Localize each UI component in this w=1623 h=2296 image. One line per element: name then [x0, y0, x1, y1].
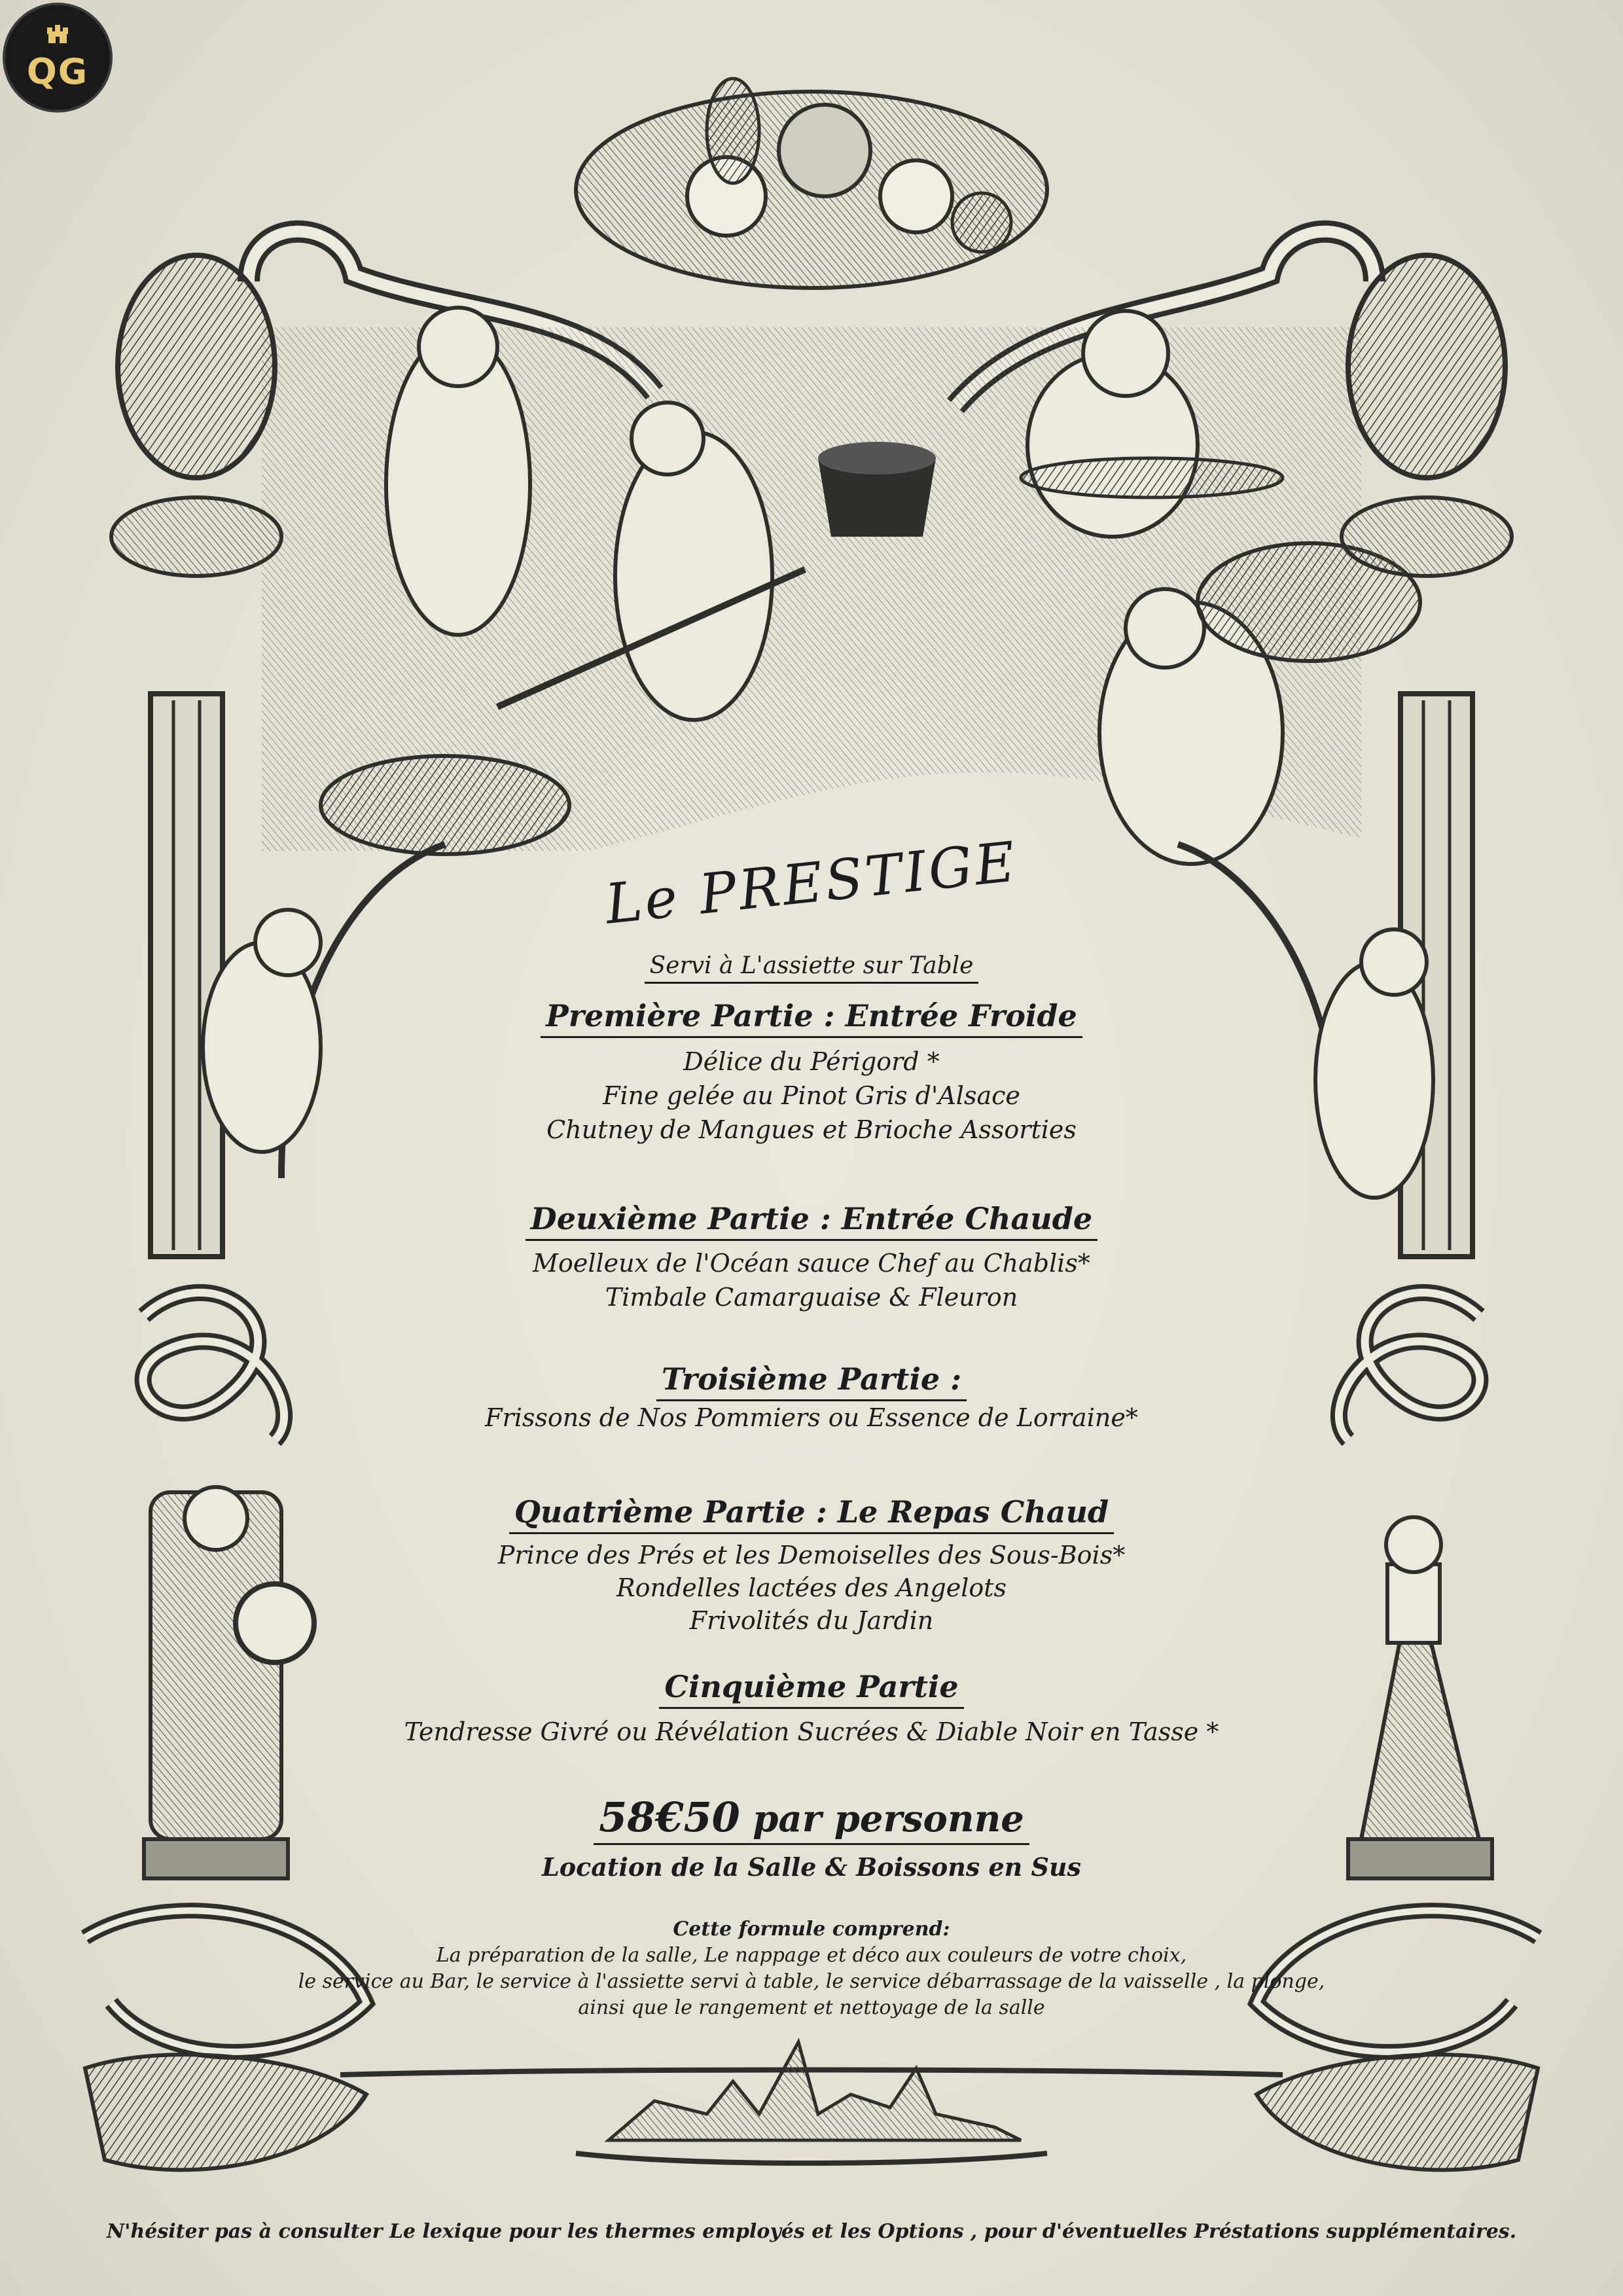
left-satyr-head [111, 255, 281, 576]
section-4-item: Prince des Prés et les Demoiselles des Sous-Bois* [497, 1541, 1126, 1570]
fruit-garland-ornament [576, 79, 1047, 288]
section-4-heading [0, 1494, 1623, 1530]
left-acanthus-ornament [85, 2054, 366, 2170]
section-4-item: Frivolités du Jardin [689, 1606, 934, 1635]
section-1-heading [0, 998, 1623, 1033]
section-4-heading-text: Quatrième Partie : Le Repas Chaud [509, 1494, 1114, 1534]
section-5-item: Tendresse Givré ou Révélation Sucrées & Diable Noir en Tasse * [404, 1717, 1219, 1746]
menu-subtitle-text: Servi à L'assiette sur Table [645, 952, 979, 984]
formule-intro: Cette formule comprend: [673, 1918, 950, 1941]
section-5-heading-text: Cinquième Partie [659, 1669, 963, 1709]
right-satyr-head [1342, 255, 1512, 576]
section-2-item: Timbale Camarguaise & Fleuron [605, 1283, 1018, 1312]
price-amount: 58€50 [599, 1793, 740, 1841]
price-label: par personne [753, 1797, 1024, 1840]
section-1-item: Fine gelée au Pinot Gris d'Alsace [603, 1081, 1020, 1110]
right-acanthus-ornament [1257, 2054, 1538, 2170]
menu-title: Le PRESTIGE [602, 829, 1021, 937]
section-3-heading-text: Troisième Partie : [656, 1361, 967, 1401]
price-underline [594, 1793, 1029, 1845]
logo-text: QG [26, 51, 89, 92]
section-4-item: Rondelles lactées des Angelots [616, 1573, 1007, 1602]
section-2-item: Moelleux de l'Océan sauce Chef au Chablis* [533, 1249, 1090, 1278]
section-1-item: Chutney de Mangues et Brioche Assorties [546, 1115, 1077, 1144]
cooks-scene-center [262, 308, 1420, 864]
location-note: Location de la Salle & Boissons en Sus [542, 1852, 1081, 1882]
section-2-heading [0, 1201, 1623, 1236]
price [0, 1793, 1623, 1841]
section-1-item: Délice du Périgord * [683, 1047, 940, 1076]
footer-note: N'hésiter pas à consulter Le lexique pour les thermes employés et les Options , pour d'éventuelles Préstations supplémentaires. [106, 2220, 1517, 2243]
menu-subtitle [0, 952, 1623, 979]
section-3-item: Frissons de Nos Pommiers ou Essence de Lorraine* [485, 1403, 1138, 1432]
section-1-heading-text: Première Partie : Entrée Froide [541, 998, 1082, 1038]
formule-line: le service au Bar, le service à l'assiette servi à table, le service débarrassage de la vaisselle , la plonge, [298, 1970, 1325, 1993]
section-5-heading [0, 1669, 1623, 1704]
formule-line: La préparation de la salle, Le nappage et déco aux couleurs de votre choix, [436, 1944, 1187, 1967]
formule-line: ainsi que le rangement et nettoyage de la salle [578, 1996, 1045, 2019]
section-2-heading-text: Deuxième Partie : Entrée Chaude [526, 1201, 1097, 1241]
section-3-heading [0, 1361, 1623, 1397]
town-skyline-vignette [340, 2042, 1283, 2163]
